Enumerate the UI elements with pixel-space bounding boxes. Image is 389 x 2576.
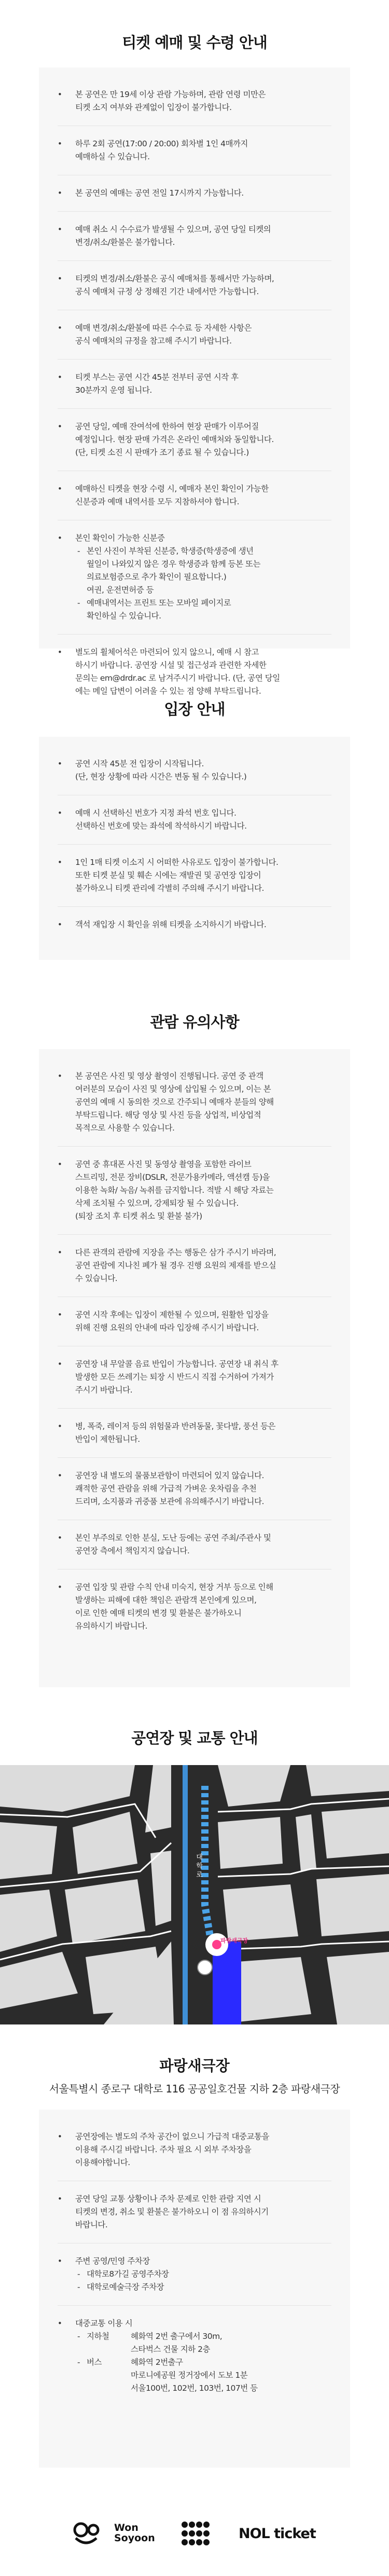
item-text-line: 티켓 소지 여부와 관계없이 입장이 불가합니다.: [75, 103, 232, 112]
item-text-line: 예매하신 티켓을 현장 수령 시, 예매자 본인 확인이 가능한: [75, 484, 269, 493]
map-road-label: 대학로: [195, 1853, 202, 1880]
bullet-icon: •: [58, 225, 62, 234]
bullet-icon: •: [58, 858, 62, 867]
info-list-item: [58, 1246, 331, 1285]
sub-item-text-line: 확인하실 수 있습니다.: [87, 611, 161, 621]
bullet-icon: •: [58, 648, 62, 657]
item-text-line: 티켓의 변경/취소/환불은 공식 예매처를 통해서만 가능하며,: [75, 274, 274, 283]
item-separator: [58, 634, 331, 635]
item-separator: [58, 1146, 331, 1147]
info-list-item: [58, 532, 331, 623]
transit-detail-line: 혜화역 2번 출구에서 30m,: [131, 2332, 223, 2341]
dash-icon: -: [77, 546, 80, 556]
bullet-icon: •: [58, 2319, 62, 2328]
item-text-line: 예매하실 수 있습니다.: [75, 152, 150, 161]
sub-list-item: [75, 2281, 331, 2294]
dash-icon: -: [77, 2332, 80, 2341]
item-text-line: 에는 메일 답변이 어려울 수 있는 점 양해 부탁드립니다.: [75, 686, 261, 696]
item-text-line: (단, 현장 상황에 따라 시간은 변동 될 수 있습니다.): [75, 772, 247, 781]
ticket-section-title: 티켓 예매 및 수령 안내: [122, 34, 267, 51]
bullet-icon: •: [58, 90, 62, 99]
item-separator: [58, 1457, 331, 1458]
transit-row: [75, 2330, 331, 2356]
item-separator: [58, 359, 331, 360]
item-text-line: 공연장 측에서 책임지지 않습니다.: [75, 1546, 190, 1555]
item-text-line: 공연 당일, 예매 잔여석에 한하여 현장 판매가 이루어질: [75, 422, 259, 431]
item-text-line: 유의하시기 바랍니다.: [75, 1621, 148, 1631]
info-list-item: [58, 322, 331, 348]
item-text-line: 공연 시작 후에는 입장이 제한될 수 있으며, 원활한 입장을: [75, 1310, 269, 1319]
item-text-line: 드리며, 소지품과 귀중품 보관에 유의해주시기 바랍니다.: [75, 1497, 264, 1506]
bullet-icon: •: [58, 1582, 62, 1592]
bullet-icon: •: [58, 2256, 62, 2266]
item-text-line: 선택하신 번호에 맞는 좌석에 착석하시기 바랍니다.: [75, 821, 247, 831]
info-list-item: [58, 223, 331, 249]
item-text-line: 병, 폭죽, 레이저 등의 위험물과 반려동물, 꽃다발, 풍선 등은: [75, 1422, 276, 1431]
info-list-item: [58, 1420, 331, 1446]
item-text-line: 공연 관람에 지나친 폐가 될 경우 진행 요원의 제재를 받으실: [75, 1261, 276, 1270]
item-text-line: 발생하는 피해에 대한 책임은 관람객 본인에게 있으며,: [75, 1595, 257, 1605]
item-text-line: 공연장 내 무알콜 음료 반입이 가능합니다. 공연장 내 취식 후: [75, 1359, 279, 1369]
item-text-line: 이용해야합니다.: [75, 2158, 130, 2167]
item-text-line: 수 있습니다.: [75, 1274, 118, 1283]
item-text-line: 부탁드립니다. 해당 영상 및 사진 등을 상업적, 비상업적: [75, 1110, 261, 1120]
bullet-icon: •: [58, 422, 62, 431]
bullet-icon: •: [58, 1471, 62, 1480]
item-text-line: 본인 확인이 가능한 신분증: [75, 533, 165, 543]
item-separator: [58, 906, 331, 907]
transit-detail-line: 스타벅스 건물 지하 2층: [131, 2345, 210, 2354]
item-text-line: (단, 티켓 소진 시 판매가 조기 종료 될 수 있습니다.): [75, 448, 249, 457]
info-list-item: [58, 1581, 331, 1633]
footer-logos: [0, 2516, 389, 2550]
item-separator: [58, 211, 331, 212]
venue-map: [0, 1765, 389, 2024]
item-text-line: 본 공연의 예매는 공연 전일 17시까지 가능합니다.: [75, 188, 244, 198]
info-list-item: [58, 483, 331, 508]
map-roads-graphic: [0, 1765, 389, 2024]
item-text-line: (퇴장 조치 후 티켓 취소 및 환불 불가): [75, 1211, 202, 1221]
item-text-line: 본 공연은 사진 및 영상 촬영이 진행됩니다. 공연 중 관객: [75, 1071, 263, 1081]
item-text-line: 하시기 바랍니다. 공연장 시설 및 접근성과 관련한 자세한: [75, 660, 267, 670]
bullet-icon: •: [58, 484, 62, 493]
sub-item-text-line: 본인 사진이 부착된 신분증, 학생증(학생증에 생년: [87, 546, 254, 556]
item-text-line: 발생한 모든 쓰레기는 퇴장 시 반드시 직접 수거하여 가져가: [75, 1372, 274, 1382]
transit-type-label: 지하철: [87, 2332, 109, 2341]
info-list-item: [58, 187, 331, 200]
item-text-line: 이용한 녹화/ 녹음/ 녹취를 금지합니다. 적발 시 해당 자료는: [75, 1186, 274, 1195]
item-text-line: 또한 티켓 분실 및 훼손 시에는 재발권 및 공연장 입장이: [75, 871, 261, 880]
bullet-icon: •: [58, 1310, 62, 1319]
item-text-line: 대중교통 이용 시: [75, 2319, 133, 2328]
bullet-icon: •: [58, 1071, 62, 1081]
item-text-line: 공식 예매처의 규정을 참고해 주시기 바랍니다.: [75, 336, 232, 346]
info-list-item: [58, 1158, 331, 1223]
info-list-item: [58, 1532, 331, 1558]
item-text-line: 예매 변경/취소/환불에 따른 수수료 등 자세한 사항은: [75, 323, 252, 333]
item-text-line: 별도의 휠체어석은 마련되어 있지 않으니, 예매 시 참고: [75, 648, 259, 657]
info-list-item: [58, 856, 331, 895]
item-text-line: 바랍니다.: [75, 2220, 108, 2229]
transit-row: [75, 2356, 331, 2395]
item-text-line: 반입이 제한됩니다.: [75, 1435, 140, 1444]
item-text-line: 위해 진행 요원의 안내에 따라 입장해 주시기 바랍니다.: [75, 1323, 259, 1332]
item-text-line: 문의는 em@drdr.ac 로 남겨주시기 바랍니다. (단, 공연 당일: [75, 673, 280, 683]
info-list-item: [58, 272, 331, 298]
transit-detail-line: 서울100번, 102번, 103번, 107번 등: [131, 2384, 258, 2393]
transit-type-label: 버스: [87, 2358, 102, 2367]
item-text-line: 스트리밍, 전문 장비(DSLR, 전문가용카메라, 액션캠 등)을: [75, 1173, 270, 1182]
dash-icon: -: [77, 2358, 80, 2367]
venue-address: 서울특별시 종로구 대학로 116 공공일호건물 지하 2층 파랑새극장: [49, 2083, 340, 2095]
item-text-line: 본인 부주의로 인한 분실, 도난 등에는 공연 주최/주관사 및: [75, 1533, 271, 1542]
bullet-icon: •: [58, 1422, 62, 1431]
won-soyoon-logo: Won Soyoon: [114, 2522, 155, 2544]
item-text-line: 공연 시작 45분 전 입장이 시작됩니다.: [75, 759, 204, 768]
item-text-line: 예매 취소 시 수수료가 발생될 수 있으며, 공연 당일 티켓의: [75, 225, 271, 234]
item-text-line: 쾌적한 공연 관람을 위해 가급적 가벼운 옷차림을 추천: [75, 1484, 257, 1493]
info-list-item: [58, 371, 331, 397]
info-list-item: [58, 2130, 331, 2169]
item-text-line: 공연 입장 및 관람 수칙 안내 미숙지, 현장 거부 등으로 인해: [75, 1582, 273, 1592]
info-list-item: [58, 1358, 331, 1397]
item-separator: [58, 2305, 331, 2306]
bullet-icon: •: [58, 139, 62, 148]
info-list-item: [58, 646, 331, 698]
bullet-icon: •: [58, 188, 62, 198]
bullet-icon: •: [58, 373, 62, 382]
item-text-line: 공식 예매처 규정 상 정해진 기간 내에서만 가능합니다.: [75, 287, 259, 296]
item-text-line: 변경/취소/환불은 불가합니다.: [75, 238, 175, 247]
bullet-icon: •: [58, 2194, 62, 2203]
item-text-line: 공연 당일 교통 상황이나 주차 문제로 인한 관람 지연 시: [75, 2194, 261, 2203]
bullet-icon: •: [58, 274, 62, 283]
item-separator: [58, 1234, 331, 1235]
item-text-line: 다른 관객의 관람에 지장을 주는 행동은 삼가 주시기 바라며,: [75, 1248, 276, 1257]
item-text-line: 1인 1매 티켓 이소지 시 어떠한 사유로도 입장이 불가합니다.: [75, 858, 279, 867]
info-list-item: [58, 918, 331, 931]
item-separator: [58, 1408, 331, 1409]
item-text-line: 예매 시 선택하신 번호가 지정 좌석 번호 입니다.: [75, 808, 237, 818]
info-list-item: [58, 807, 331, 833]
sub-item-text-line: 월일이 나와있지 않은 경우 학생증과 함께 등본 또는: [87, 559, 260, 569]
item-text-line: 공연의 예매 시 동의한 것으로 간주되니 예매자 분들의 양해: [75, 1097, 274, 1107]
sub-item-text-line: 대학로8가길 공영주차장: [87, 2269, 169, 2279]
sub-list-item: [75, 545, 331, 597]
info-list-item: [58, 757, 331, 783]
bullet-icon: •: [58, 533, 62, 543]
dash-icon: -: [77, 2269, 80, 2279]
item-text-line: 신분증과 예매 내역서를 모두 지참하셔야 합니다.: [75, 497, 240, 506]
item-text-line: 주시기 바랍니다.: [75, 1385, 133, 1395]
bullet-icon: •: [58, 1533, 62, 1542]
entry-section-title: 입장 안내: [164, 700, 225, 718]
item-text-line: 30분까지 운영 됩니다.: [75, 385, 152, 395]
smile-face-logo-icon: [73, 2522, 100, 2545]
entry-info-panel: [39, 737, 350, 960]
sub-item-text-line: 의료보험증으로 추가 확인이 필요합니다.): [87, 572, 227, 582]
item-separator: [58, 844, 331, 845]
item-text-line: 예정입니다. 현장 판매 가격은 온라인 예매처와 동일합니다.: [75, 435, 274, 444]
bullet-icon: •: [58, 2132, 62, 2141]
info-list-item: [58, 420, 331, 459]
nol-ticket-logo: NOL ticket: [239, 2526, 316, 2542]
venue-name: 파랑새극장: [159, 2057, 230, 2074]
sub-list-item: [75, 2268, 331, 2281]
item-text-line: 이로 인한 예매 티켓의 변경 및 환불은 불가하오니: [75, 1608, 242, 1618]
sub-list-item: [75, 597, 331, 623]
info-list-item: [58, 137, 331, 163]
item-text-line: 티켓의 변경, 취소 및 환불은 불가하오니 이 점 유의하시기: [75, 2207, 269, 2216]
item-text-line: 목적으로 사용할 수 있습니다.: [75, 1123, 175, 1133]
bullet-icon: •: [58, 1248, 62, 1257]
item-text-line: 공연 중 휴대폰 사진 및 동영상 촬영을 포함한 라이브: [75, 1160, 252, 1169]
sub-item-text-line: 예매내역서는 프린트 또는 모바일 페이지로: [87, 598, 231, 608]
item-text-line: 여러분의 모습이 사진 및 영상에 삽입될 수 있으며, 이는 본: [75, 1084, 271, 1094]
item-text-line: 공연장에는 별도의 주차 공간이 없으니 가급적 대중교통을: [75, 2132, 269, 2141]
item-separator: [58, 260, 331, 261]
info-list-item: [58, 2255, 331, 2294]
item-text-line: 객석 재입장 시 확인을 위해 티켓을 소지하시기 바랍니다.: [75, 920, 267, 929]
dash-icon: -: [77, 598, 80, 608]
bullet-icon: •: [58, 1359, 62, 1369]
item-text-line: 공연장 내 별도의 물품보관함이 마련되어 있지 않습니다.: [75, 1471, 264, 1480]
bullet-icon: •: [58, 1160, 62, 1169]
dash-icon: -: [77, 2282, 80, 2292]
info-list-item: [58, 1469, 331, 1508]
item-text-line: 삭제 조치될 수 있으며, 강제퇴장 될 수 있습니다.: [75, 1199, 239, 1208]
bullet-icon: •: [58, 808, 62, 818]
info-list-item: [58, 1308, 331, 1334]
caution-section-title: 관람 유의사항: [150, 1013, 239, 1031]
sub-item-text-line: 여권, 운전면허증 등: [87, 585, 154, 595]
bullet-icon: •: [58, 920, 62, 929]
transit-detail-line: 마로니에공원 정거장에서 도보 1분: [131, 2371, 248, 2380]
item-text-line: 티켓 부스는 공연 시간 45분 전부터 공연 시작 후: [75, 373, 239, 382]
item-text-line: 하루 2회 공연(17:00 / 20:00) 회차별 1인 4매까지: [75, 139, 248, 148]
bullet-icon: •: [58, 759, 62, 768]
map-venue-label: 파랑새극장: [220, 1937, 248, 1944]
caution-info-panel: [39, 1049, 350, 1687]
transit-detail-line: 혜화역 2번출구: [131, 2358, 183, 2367]
item-text-line: 이용해 주시길 바랍니다. 주차 필요 시 외부 주차장을: [75, 2145, 252, 2154]
info-list-item: [58, 1070, 331, 1135]
item-text-line: 주변 공영/민영 주차장: [75, 2256, 150, 2266]
item-text-line: 불가하오니 티켓 관리에 각별히 주의해 주시기 바랍니다.: [75, 884, 264, 893]
venue-section-title: 공연장 및 교통 안내: [131, 1729, 258, 1747]
info-list-item: [58, 2317, 331, 2395]
dot-grid-logo-icon: [180, 2520, 211, 2546]
item-separator: [58, 408, 331, 409]
bullet-icon: •: [58, 323, 62, 333]
venue-info-panel: [39, 2110, 350, 2468]
item-text-line: 본 공연은 만 19세 이상 관람 가능하며, 관람 연령 미만은: [75, 90, 266, 99]
info-list-item: [58, 88, 331, 114]
info-list-item: [58, 2193, 331, 2231]
sub-item-text-line: 대학로예술극장 주차장: [87, 2282, 164, 2292]
ticket-info-panel: [39, 67, 350, 696]
